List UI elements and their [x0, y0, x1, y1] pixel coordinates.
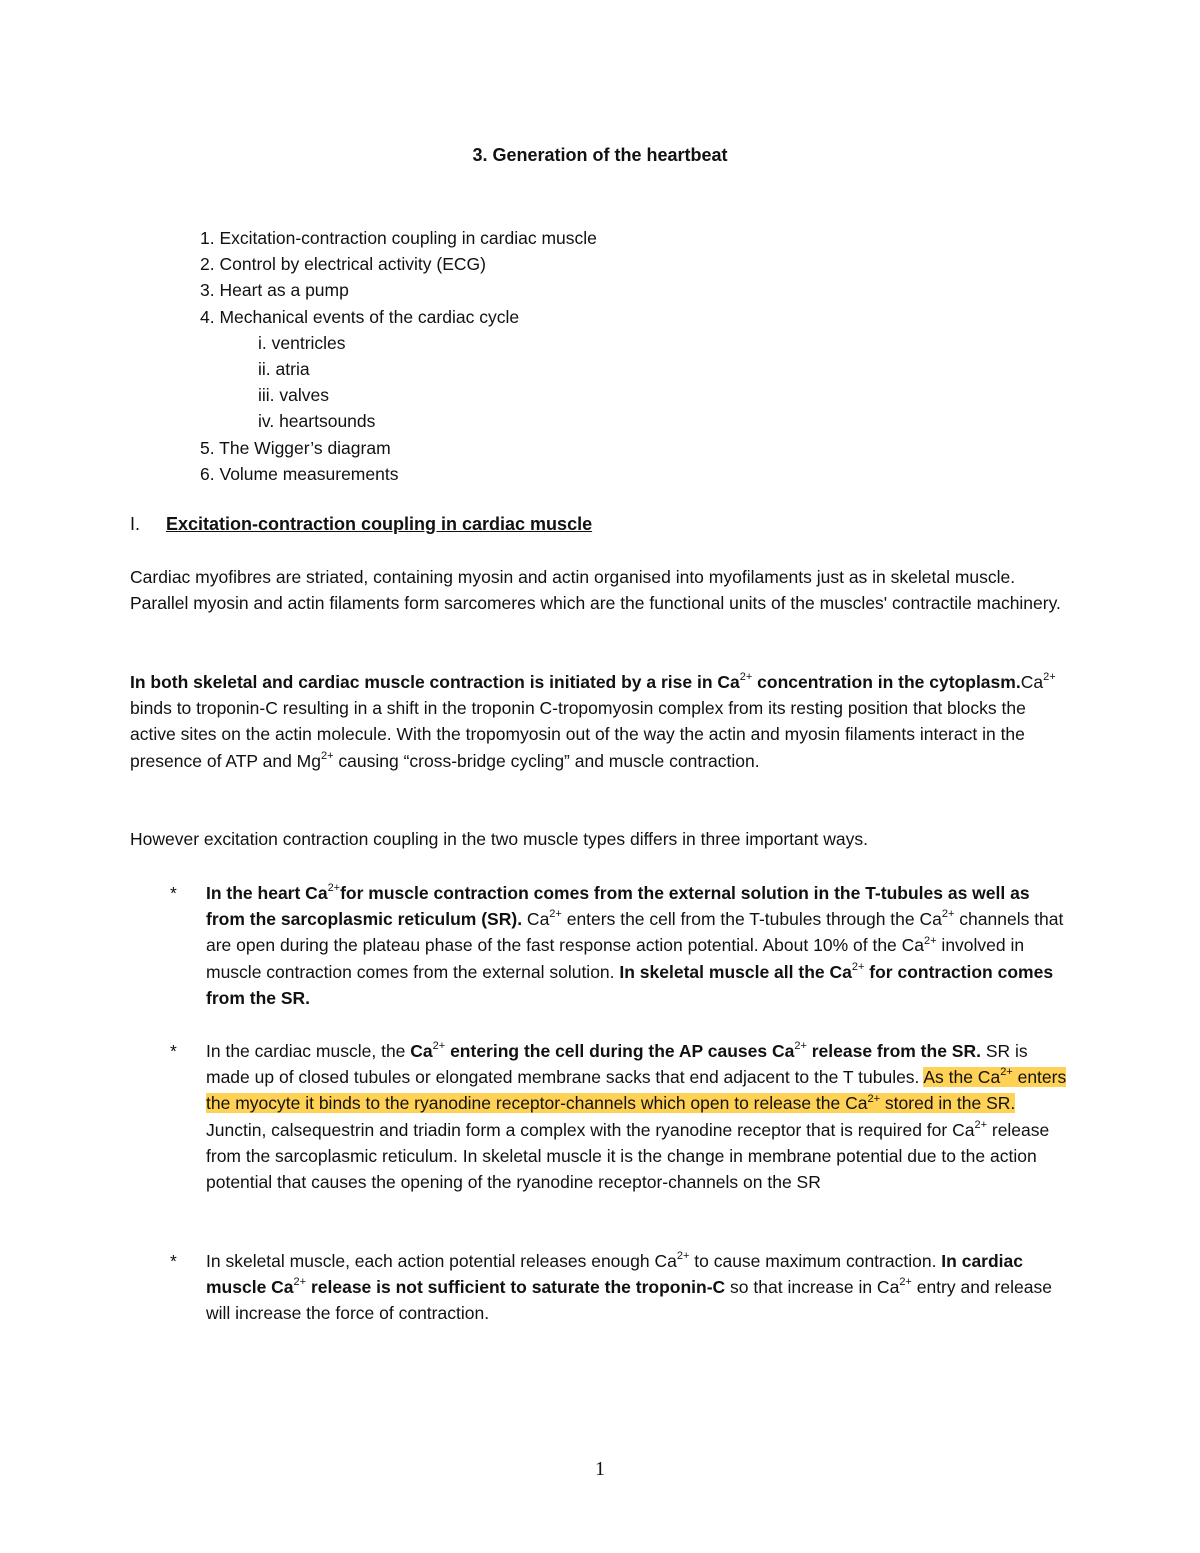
toc-item [200, 251, 597, 277]
toc-subitem [200, 382, 597, 408]
toc-num: ii. [258, 358, 271, 379]
toc-num: 1. [200, 228, 215, 248]
section-title: Excitation-contraction coupling in cardiac muscle [166, 514, 593, 534]
toc-item [200, 225, 597, 251]
toc-subitem [200, 356, 597, 382]
bullet-text: In skeletal muscle, each action potential releases enough $Ca^{2+}$ to cause maximum contraction. In cardiac muscle $Ca^{2+}$ release is not sufficient to saturate the troponin-C so that increase in $Ca^{2+}$ entry and release will increase the force of contraction. [206, 1250, 1052, 1324]
section-number: I. [130, 514, 141, 534]
toc-item [200, 435, 597, 461]
toc-label: Mechanical events of the cardiac cycle [219, 306, 520, 327]
page-number: 1 [595, 1458, 605, 1480]
toc-subitem [200, 408, 597, 434]
toc-num: iv. [258, 411, 275, 432]
bullet-item [170, 880, 1070, 1011]
toc-label: The Wigger’s diagram [219, 437, 391, 458]
toc-num: i. [258, 332, 267, 353]
toc-label: Control by electrical activity (ECG) [219, 254, 486, 275]
toc-subitem [200, 330, 597, 356]
table-of-contents [200, 225, 597, 487]
bullet-marker: * [170, 1041, 177, 1061]
toc-num: iii. [258, 385, 275, 406]
toc-label: Heart as a pump [219, 280, 349, 301]
toc-label: ventricles [271, 332, 346, 353]
toc-label: Excitation-contraction coupling in cardiac muscle [219, 228, 597, 248]
highlighted-text: As the $Ca^{2+}$ enters the myocyte it binds to the ryanodine receptor-channels which open to release the $Ca^{2+}$ stored in the SR. [206, 1066, 1067, 1114]
toc-label: atria [275, 358, 310, 379]
paragraph-differences: However excitation contraction coupling in the two muscle types differs in three important ways. [130, 829, 868, 849]
toc-item [200, 304, 597, 330]
paragraph-myofibres: Cardiac myofibres are striated, containing myosin and actin organised into myofilaments just as in skeletal muscle. Parallel myosin and actin filaments form sarcomeres which are the functional units of the muscles' contractile machinery. [130, 567, 1061, 614]
bullet-item [170, 1038, 1070, 1195]
toc-label: heartsounds [279, 411, 376, 432]
section-heading [130, 514, 592, 535]
toc-item [200, 277, 597, 303]
toc-num: 3. [200, 280, 215, 301]
bullet-marker: * [170, 1251, 177, 1271]
document-title: 3. Generation of the heartbeat [472, 145, 728, 165]
bullet-item [170, 1248, 1070, 1327]
toc-label: Volume measurements [219, 463, 399, 484]
bullet-marker: * [170, 883, 177, 903]
toc-num: 6. [200, 463, 215, 484]
toc-num: 4. [200, 306, 215, 327]
bullet-text: In the heart $Ca^{2+}for$ muscle contraction comes from the external solution in the T-tubules as well as from the sarcoplasmic reticulum (SR). $Ca^{2+}$ enters the cell from the T-tubules through the $Ca^{2+}$ channels that are open during the plateau phase of the fast response action potential. About 10% of the $Ca^{2+}$ involved in muscle contraction comes from the external solution. In skeletal muscle all the $Ca^{2+}$ for contraction comes from the SR. [206, 882, 1064, 1008]
toc-num: 2. [200, 254, 215, 275]
bullet-text: In the cardiac muscle, the $Ca^{2+}$ entering the cell during the AP causes $Ca^{2+}$ release from the SR. SR is made up of closed tubules or elongated membrane sacks that end adjacent to the T tubules. As the $Ca^{2+}$ enters the myocyte it binds to the ryanodine receptor-channels which open to release the $Ca^{2+}$ stored in the SR. Junctin, calsequestrin and triadin form a complex with the ryanodine receptor that is required for $Ca^{2+}$ release from the sarcoplasmic reticulum. In skeletal muscle it is the change in membrane potential due to the action potential that causes the opening of the ryanodine receptor-channels on the SR [206, 1040, 1067, 1193]
toc-num: 5. [200, 437, 215, 458]
paragraph-calcium-initiation: In both skeletal and cardiac muscle contraction is initiated by a rise in $Ca^{2+}$ concentration in the $cytoplasm.Ca^{2+}$ binds to troponin-C resulting in a shift in the troponin C-tropomyosin complex from its resting position that blocks the active sites on the actin molecule. With the tropomyosin out of the way the actin and myosin filaments interact in the presence of ATP and $Mg^{2+}$ causing “cross-bridge cycling” and muscle contraction. [130, 671, 1056, 771]
toc-item [200, 461, 597, 487]
toc-label: valves [279, 385, 330, 406]
